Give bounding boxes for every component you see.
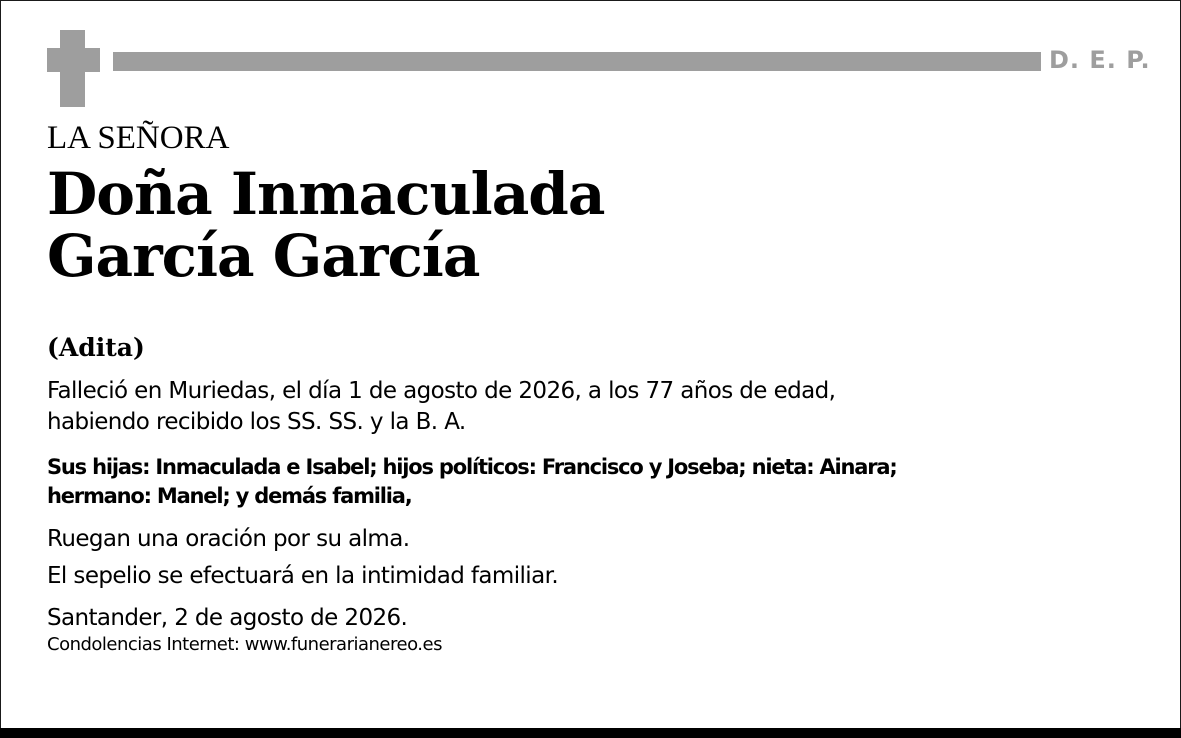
burial-note: El sepelio se efectuará en la intimidad familiar. <box>47 563 559 589</box>
place-date: Santander, 2 de agosto de 2026. <box>47 605 408 631</box>
nickname: (Adita) <box>47 333 145 362</box>
honorific: LA SEÑORA <box>47 120 230 156</box>
family-list <box>47 453 897 511</box>
deceased-name-line-2: García García <box>47 222 480 290</box>
dep-label: D. E. P. <box>1049 46 1151 74</box>
header-rule <box>113 52 1041 71</box>
death-notice <box>47 376 835 438</box>
family-list-line-2: hermano: Manel; y demás familia, <box>47 484 412 508</box>
cross-icon-crossbar <box>47 48 100 72</box>
death-notice-line-1: Falleció en Muriedas, el día 1 de agosto de 2026, a los 77 años de edad, <box>47 378 836 404</box>
prayer-request: Ruegan una oración por su alma. <box>47 526 410 552</box>
family-list-line-1: Sus hijas: Inmaculada e Isabel; hijos políticos: Francisco y Joseba; nieta: Ainara; <box>47 455 897 479</box>
death-notice-line-2: habiendo recibido los SS. SS. y la B. A. <box>47 409 466 435</box>
deceased-name-line-1: Doña Inmaculada <box>47 160 605 228</box>
deceased-name <box>47 160 605 290</box>
condolences-link: Condolencias Internet: www.funerarianereo.es <box>47 634 442 655</box>
bottom-border <box>0 728 1181 738</box>
